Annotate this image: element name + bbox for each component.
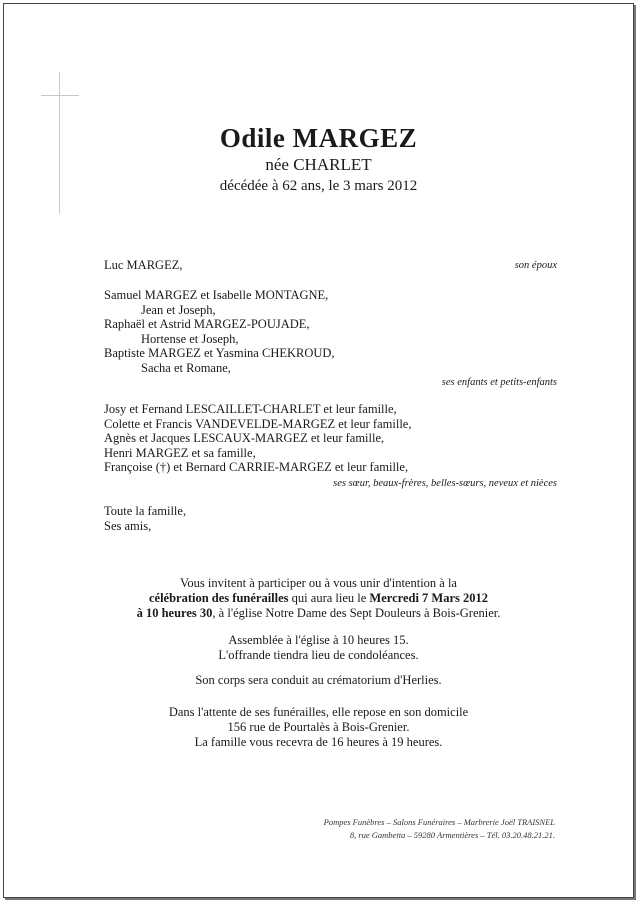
- funeral-home-footer: [324, 816, 555, 842]
- rest-line-1: Dans l'attente de ses funérailles, elle repose en son domicile: [168, 705, 469, 719]
- birth-name: née CHARLET: [265, 155, 372, 174]
- grandchild-line: Sacha et Romane,: [141, 361, 231, 375]
- siblings-role: ses sœur, beaux-frères, belles-sœurs, neveux et nièces: [333, 478, 557, 489]
- assembly-block: [4, 633, 633, 663]
- children-role: ses enfants et petits-enfants: [441, 377, 557, 388]
- spouse-name: Luc MARGEZ,: [104, 258, 183, 272]
- invitation-line-3: [4, 606, 633, 621]
- child-line: Raphaël et Astrid MARGEZ-POUJADE,: [104, 317, 310, 331]
- death-info: décédée à 62 ans, le 3 mars 2012: [219, 178, 418, 194]
- celebration-label: célébration des funérailles: [148, 591, 289, 605]
- celebration-date: Mercredi 7 Mars 2012: [369, 591, 489, 605]
- rest-line-2: 156 rue de Pourtalès à Bois-Grenier.: [227, 720, 410, 734]
- celebration-mid: qui aura lieu le: [288, 591, 370, 605]
- sibling-line: Colette et Francis VANDEVELDE-MARGEZ et leur famille,: [104, 417, 412, 431]
- other-line: Toute la famille,: [104, 504, 187, 518]
- rest-block: [4, 705, 633, 750]
- header: [4, 122, 633, 196]
- child-line: Baptiste MARGEZ et Yasmina CHEKROUD,: [104, 346, 335, 360]
- sibling-line: Françoise (†) et Bernard CARRIE-MARGEZ et leur famille,: [104, 460, 409, 474]
- cross-icon-horizontal: [41, 95, 79, 96]
- footer-line-1: Pompes Funèbres – Salons Funéraires – Marbrerie Joël TRAISNEL: [323, 817, 555, 827]
- sibling-line: Henri MARGEZ et sa famille,: [104, 446, 256, 460]
- crematorium-line: Son corps sera conduit au crématorium d'Herlies.: [195, 673, 442, 687]
- celebration-time: à 10 heures 30: [136, 606, 213, 620]
- offering-line: L'offrande tiendra lieu de condoléances.: [218, 648, 419, 662]
- grandchild-line: Jean et Joseph,: [141, 303, 216, 317]
- footer-line-2: 8, rue Gambetta – 59280 Armentières – Tél. 03.20.48.21.21.: [349, 830, 555, 840]
- invitation-line-2: [4, 591, 633, 606]
- rest-line-3: La famille vous recevra de 16 heures à 19 heures.: [194, 735, 443, 749]
- celebration-place: , à l'église Notre Dame des Sept Douleurs à Bois-Grenier.: [212, 606, 501, 620]
- obituary-page: [3, 3, 634, 898]
- other-line: Ses amis,: [104, 519, 152, 533]
- spouse-line: [104, 258, 568, 273]
- deceased-name: Odile MARGEZ: [219, 123, 418, 153]
- sibling-line: Agnès et Jacques LESCAUX-MARGEZ et leur famille,: [104, 431, 385, 445]
- assembly-line: Assemblée à l'église à 10 heures 15.: [228, 633, 409, 647]
- child-line: Samuel MARGEZ et Isabelle MONTAGNE,: [104, 288, 329, 302]
- grandchild-line: Hortense et Joseph,: [141, 332, 239, 346]
- spouse-role: son époux: [514, 260, 557, 271]
- sibling-line: Josy et Fernand LESCAILLET-CHARLET et leur famille,: [104, 402, 397, 416]
- invitation-line-1: Vous invitent à participer ou à vous unir d'intention à la: [180, 576, 457, 590]
- invitation-block: [4, 576, 633, 621]
